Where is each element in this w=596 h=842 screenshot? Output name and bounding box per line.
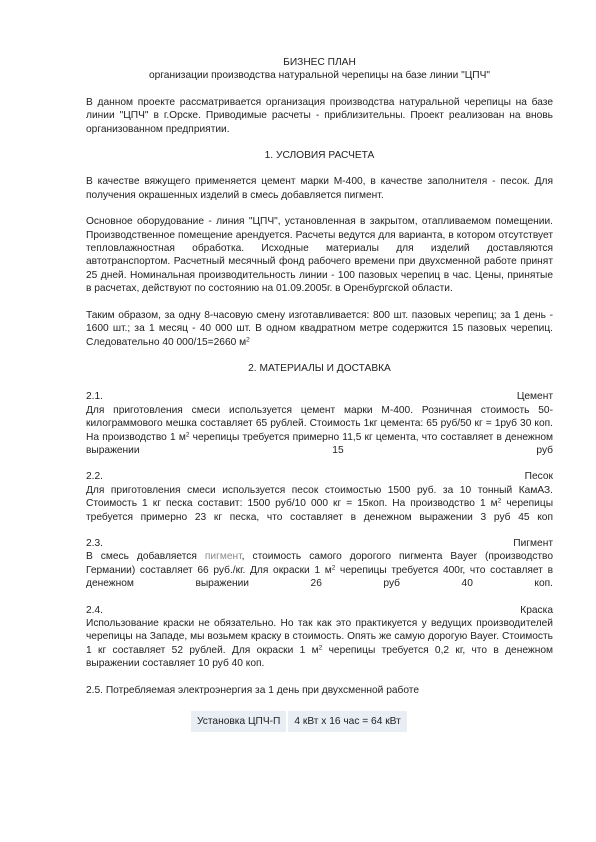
- item-number: 2.3.: [86, 537, 103, 549]
- document-page: [86, 56, 553, 734]
- item-pigment: [86, 537, 553, 591]
- section-1-heading: 1. УСЛОВИЯ РАСЧЕТА: [264, 150, 375, 162]
- item-text: Использование краски не обязательно. Но так как это практикуется у ведущих производителей черепицы на Западе, мы возьмем краску в стоимость. Опять же самую дорогую Bayer. Стоимость 1 кг составляет 52 рублей. Для окраски 1 $м^2$ черепицы требуется 0,2 кг, что в денежном выражении составляет 10 руб 40 коп.: [86, 618, 554, 670]
- document-title: БИЗНЕС ПЛАН: [283, 57, 356, 68]
- item-title: Песок: [524, 471, 553, 483]
- table-cell-label: Установка ЦПЧ-П: [191, 711, 286, 732]
- item-number: 2.4.: [86, 604, 103, 616]
- electricity-table: [189, 709, 409, 734]
- item-number: 2.1.: [86, 391, 103, 403]
- section-1-paragraph-3: Таким образом, за одну 8-часовую смену изготавливается: 800 шт. пазовых черепиц; за 1 день - 1600 шт.; за 1 месяц - 40 000 шт. В одном квадратном метре содержится 15 пазовых черепиц. Следовательно 40 000/15=2660 $м^2$: [86, 309, 553, 348]
- item-text: В смесь добавляется пигмент, стоимость самого дорогого пигмента Bayer (производство Германии) составляет 66 руб./кг. Для окраски 1 $м^2$ черепицы требуется 400г, что составляет в денежном выражении 26 руб 40 коп.: [86, 551, 553, 590]
- item-electricity-heading: 2.5. Потребляемая электроэнергия за 1 день при двухсменной работе: [86, 684, 420, 696]
- item-text: Для приготовления смеси используется песок стоимостью 1500 руб. за 10 тонный КамАЗ. Стоимость 1 кг песка составит: 1500 руб/10 000 кг = 15коп. На производство 1 $м^2$ черепицы требуется примерно 23 кг песка, что составляет в денежном выражении 3 руб 45 коп: [86, 484, 554, 523]
- document-subtitle: организации производства натуральной черепицы на базе линии "ЦПЧ": [148, 70, 491, 82]
- item-cement: [86, 390, 553, 457]
- section-1-paragraph-2: Основное оборудование - линия "ЦПЧ", установленная в закрытом, отапливаемом помещении. Производственное помещение арендуется. Расчеты ведутся для варианта, в котором отсутствует тепловлажностная обработка. Исходные материалы для изделий доставляются автотранспортом. Расчетный месячный фонд рабочего времени при двухсменной работе принят 25 дней. Номинальная производительность линии - 100 пазовых черепиц в час. Цены, принятые в расчетах, действуют по состоянию на 01.09.2005г. в Оренбургской области.: [86, 216, 553, 295]
- item-title: Пигмент: [513, 537, 553, 549]
- pigment-link[interactable]: пигмент: [204, 551, 242, 563]
- item-title: Краска: [520, 604, 553, 616]
- intro-paragraph: В данном проекте рассматривается организация производства натуральной черепицы на базе линии "ЦПЧ" в г.Орске. Приводимые расчеты - приблизительны. Проект реализован на вновь организованном предприятии.: [86, 96, 553, 135]
- section-2-heading: 2. МАТЕРИАЛЫ И ДОСТАВКА: [248, 362, 391, 374]
- table-row: [191, 711, 407, 732]
- section-1-paragraph-1: В качестве вяжущего применяется цемент марки М-400, в качестве заполнителя - песок. Для получения окрашенных изделий в смесь добавляется пигмент.: [86, 176, 553, 201]
- item-paint: [86, 604, 553, 671]
- item-sand: [86, 470, 553, 524]
- item-title: Цемент: [516, 391, 553, 403]
- item-text: Для приготовления смеси используется цемент марки М-400. Розничная стоимость 50-килограммового мешка составляет 65 рублей. Стоимость 1кг цемента: 65 руб/50 кг = 1руб 30 коп. На производство 1 $м^2$ черепицы требуется примерно 11,5 кг цемента, что составляет в денежном выражении 15 руб: [86, 404, 553, 456]
- table-cell-value: 4 кВт х 16 час = 64 кВт: [288, 711, 406, 732]
- item-number: 2.2.: [86, 471, 103, 483]
